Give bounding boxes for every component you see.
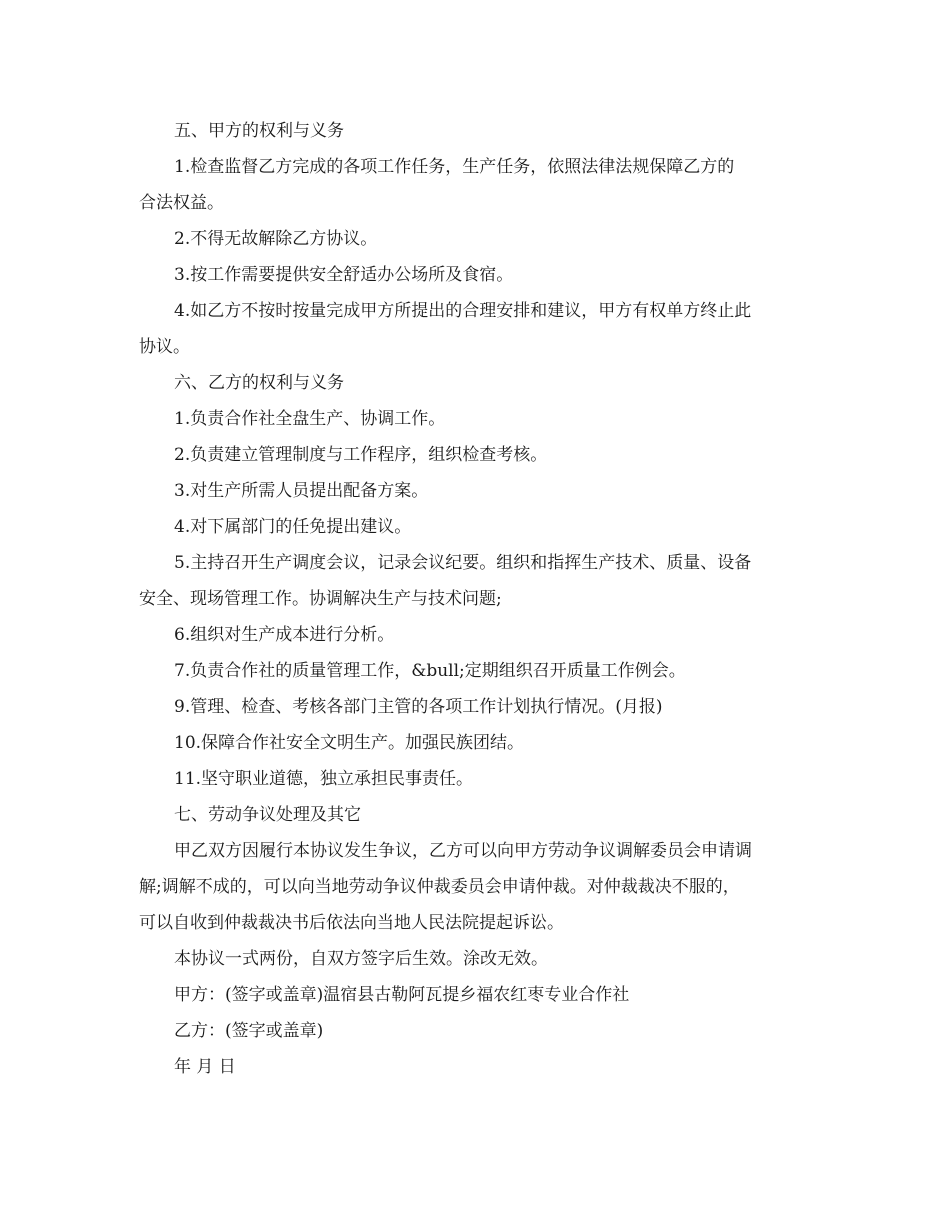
document-line: 2.负责建立管理制度与工作程序，组织检查考核。 — [174, 445, 548, 465]
document-line: 五、甲方的权利与义务 — [174, 121, 344, 141]
document-line: 合法权益。 — [139, 193, 224, 213]
document-line: 甲方：(签字或盖章)温宿县古勒阿瓦提乡福农红枣专业合作社 — [174, 985, 630, 1005]
document-line: 七、劳动争议处理及其它 — [174, 805, 361, 825]
document-line: 3.按工作需要提供安全舒适办公场所及食宿。 — [174, 265, 514, 285]
document-body — [139, 113, 815, 1085]
document-line: 4.如乙方不按时按量完成甲方所提出的合理安排和建议，甲方有权单方终止此 — [174, 301, 752, 321]
document-line: 11.坚守职业道德，独立承担民事责任。 — [174, 769, 474, 789]
document-line: 安全、现场管理工作。协调解决生产与技术问题; — [139, 589, 502, 609]
document-line: 3.对生产所需人员提出配备方案。 — [174, 481, 429, 501]
document-line: 年 月 日 — [174, 1057, 236, 1077]
document-line: 1.负责合作社全盘生产、协调工作。 — [174, 409, 446, 429]
document-line: 2.不得无故解除乙方协议。 — [174, 229, 378, 249]
document-line: 甲乙双方因履行本协议发生争议，乙方可以向甲方劳动争议调解委员会申请调 — [174, 841, 752, 861]
document-line: 9.管理、检查、考核各部门主管的各项工作计划执行情况。(月报) — [174, 697, 663, 717]
document-line: 乙方：(签字或盖章) — [174, 1021, 324, 1041]
document-line: 本协议一式两份，自双方签字后生效。涂改无效。 — [174, 949, 548, 969]
document-line: 1.检查监督乙方完成的各项工作任务，生产任务，依照法律法规保障乙方的 — [174, 157, 735, 177]
document-line: 可以自收到仲裁裁决书后依法向当地人民法院提起诉讼。 — [139, 913, 564, 933]
document-line: 解;调解不成的，可以向当地劳动争议仲裁委员会申请仲裁。对仲裁裁决不服的， — [139, 877, 740, 897]
document-line: 5.主持召开生产调度会议，记录会议纪要。组织和指挥生产技术、质量、设备 — [174, 553, 752, 573]
document-line: 4.对下属部门的任免提出建议。 — [174, 517, 412, 537]
document-line: 10.保障合作社安全文明生产。加强民族团结。 — [174, 733, 525, 753]
document-line: 协议。 — [139, 337, 190, 357]
document-line: 7.负责合作社的质量管理工作，&bull;定期组织召开质量工作例会。 — [174, 661, 686, 681]
document-line: 6.组织对生产成本进行分析。 — [174, 625, 395, 645]
document-line: 六、乙方的权利与义务 — [174, 373, 344, 393]
